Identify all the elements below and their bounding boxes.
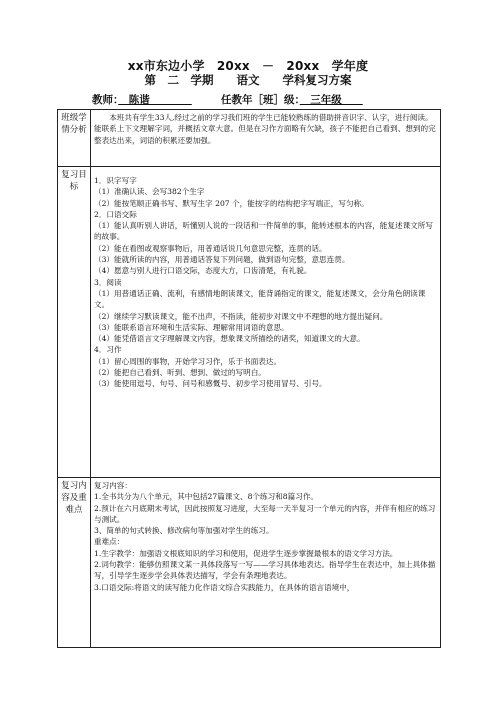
row-class-analysis — [58, 110, 441, 167]
class-analysis-paragraph: 本班共有学生33人,经过之前的学习我们班的学生已能较熟练的借助拼音识字、认字，进行阅读。能联系上下文理解字词，并概括文章大意。但是在习作方面略有欠缺，孩子不能把自己看到、想到的完整表达出来，词语的积累还要加强。 — [94, 113, 436, 145]
content-line: 重难点： — [94, 537, 125, 547]
goals-line: 1．识字写字 — [94, 176, 137, 185]
content-line: 2.预计在六月底期末考试，因此按照复习进度，大至每一天半复习一个单元的内容，并伴有相应的练习与测试。 — [94, 503, 436, 524]
goals-line: 2．口语交际 — [94, 209, 137, 219]
goals-line: （1）准确认读、会写382个生字 — [94, 187, 205, 197]
grade-label: 任教年［班］级： — [221, 94, 300, 106]
goals-line: （3）能就所读的内容，用普通话答复下列问题，做到语句完整，意思连贯。 — [94, 255, 350, 265]
goals-line: （1）能认真听别人讲话，听懂别人说的一段话和一件简单的事，能转述根本的内容，能复述课文所写的故事。 — [94, 221, 433, 242]
goals-line: （2）继续学习默读课文，能不出声，不指读，能初步对课文中不理想的地方提出疑问。 — [94, 311, 388, 321]
label-class-analysis: 班级学情分析 — [58, 110, 91, 167]
teacher-name: 陈谐 — [118, 94, 192, 106]
goals-line: （4）愿意与别人进行口语交际，态度大方，口齿清楚，有礼貌。 — [94, 266, 312, 276]
label-review-goals: 复习目标 — [58, 167, 91, 478]
content-line: 2.词句教学：能够仿照课文某一具体段落写一写——学习具体地表达。指导学生在表达中，加上具体描写，引导学生逐步学会具体表达描写，学会有条理地表达。 — [94, 560, 436, 581]
content-line: 3、简单的句式转换、修改病句等加强对学生的练习。 — [94, 526, 274, 536]
goals-line: （2）能把自己看到、听到、想到、做过的写明白。 — [94, 368, 266, 378]
content-line: 3.口语交际:将语文的读写能力化作语文综合实践能力，在具体的语言语境中， — [94, 582, 355, 592]
label-review-content: 复习内容及重难点 — [58, 478, 91, 648]
goals-line: 4．习作 — [94, 345, 122, 355]
goals-line: 3．阅读 — [94, 277, 122, 287]
goals-line: （1）留心周围的事物，开始学习习作，乐于书面表达。 — [94, 356, 282, 366]
row-review-content — [58, 478, 441, 648]
goals-line: （3）能联系语言环境和生活实际、理解常用词语的意思。 — [94, 322, 289, 332]
goals-line: （4）能凭借语言文字理解课文内容，想象课文所描绘的诸奖，知道课文的大意。 — [94, 334, 365, 344]
row-review-goals — [58, 167, 441, 478]
grade-value: 三年级 — [299, 94, 363, 106]
class-analysis-text — [91, 110, 441, 167]
title-semester-subject: 第 二 学期 语文 学科复习方案 — [144, 73, 352, 87]
review-plan-table — [57, 109, 441, 648]
goals-line: （2）能在看图或观察事物后，用普通话说几句意思完整，连贯的话。 — [94, 243, 327, 253]
review-goals-text — [91, 167, 441, 478]
content-line: 1.全书共分为八个单元，其中包括27篇课文、8个练习和8篇习作。 — [94, 492, 319, 502]
teacher-label: 教师： — [92, 94, 119, 106]
review-content-text — [91, 478, 441, 648]
goals-line: （3）能使用逗号、句号、问号和感慨号、初步学习使用冒号、引号。 — [94, 379, 327, 389]
content-line: 1.生字教学：加强语文根底知识的学习和使用，促进学生逐步掌握最根本的语文学习方法。 — [94, 548, 398, 558]
teacher-grade-line — [92, 92, 452, 107]
title-school-year: xx市东边小学 20xx － 20xx 学年度 — [127, 59, 369, 73]
goals-line: （2）能按笔顺正确书写、默写生字 207 个，能按字的结构把字写端正，写匀称。 — [94, 198, 369, 208]
content-line: 复习内容： — [94, 481, 132, 490]
goals-line: （1）用普通话正确、流利，有感情地朗读课文，能背诵指定的课文，能复述课文，会分角色朗读课文。 — [94, 288, 426, 310]
